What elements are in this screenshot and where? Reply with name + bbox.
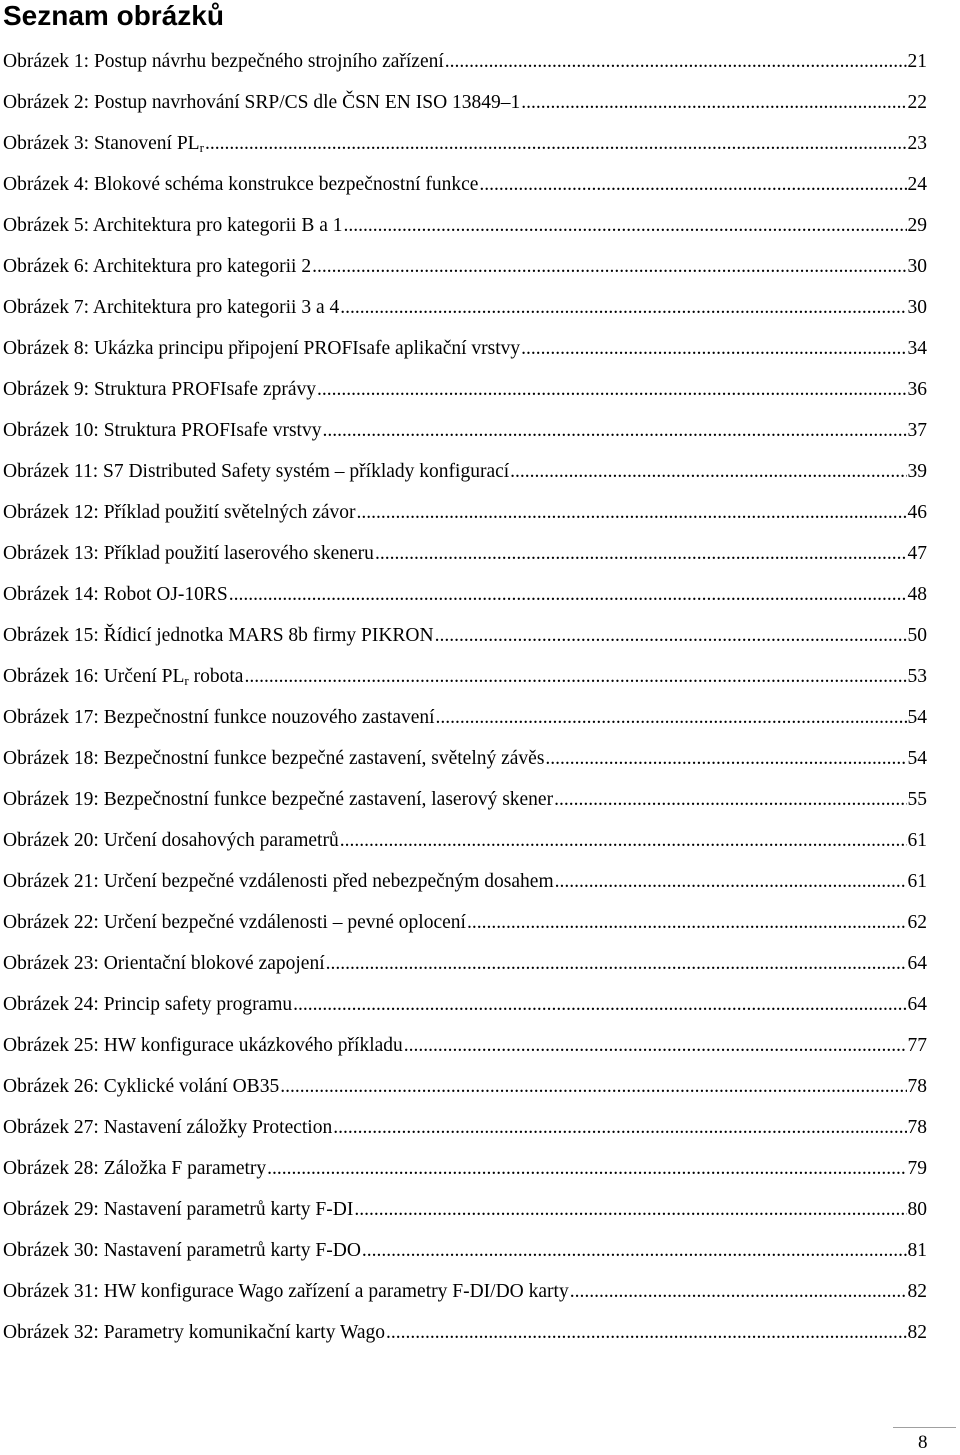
- toc-entry-page: 39: [907, 461, 927, 482]
- dot-leader: [244, 656, 906, 697]
- toc-entry-page: 55: [907, 789, 927, 810]
- toc-entry[interactable]: [3, 123, 927, 164]
- dot-leader: [554, 779, 906, 820]
- toc-entry-label: Obrázek 10: Struktura PROFIsafe vrstvy: [3, 420, 322, 441]
- dot-leader: [354, 1189, 906, 1230]
- toc-entry[interactable]: [3, 902, 927, 943]
- toc-entry-page: 22: [907, 92, 927, 113]
- dot-leader: [326, 943, 907, 984]
- toc-entry-page: 37: [907, 420, 927, 441]
- dot-leader: [375, 533, 907, 574]
- toc-entry[interactable]: [3, 246, 927, 287]
- page-title: Seznam obrázků: [3, 0, 224, 31]
- dot-leader: [229, 574, 907, 615]
- toc-entry[interactable]: [3, 41, 927, 82]
- toc-entry-page: 82: [907, 1322, 927, 1343]
- toc-entry-page: 36: [907, 379, 927, 400]
- list-of-figures: [3, 41, 927, 1353]
- subscript: r: [199, 140, 204, 155]
- toc-entry-page: 62: [907, 912, 927, 933]
- toc-entry-page: 79: [907, 1158, 927, 1179]
- dot-leader: [510, 451, 906, 492]
- toc-entry-label: Obrázek 27: Nastavení záložky Protection: [3, 1117, 333, 1138]
- toc-entry-page: 82: [907, 1281, 927, 1302]
- dot-leader: [280, 1066, 906, 1107]
- toc-entry-label: Obrázek 12: Příklad použití světelných závor: [3, 502, 356, 523]
- toc-entry[interactable]: [3, 615, 927, 656]
- toc-entry-label: Obrázek 1: Postup návrhu bezpečného strojního zařízení: [3, 51, 444, 72]
- page-number: 8: [918, 1432, 928, 1453]
- toc-entry[interactable]: [3, 656, 927, 697]
- dot-leader: [344, 205, 907, 246]
- toc-entry-label: Obrázek 26: Cyklické volání OB35: [3, 1076, 280, 1097]
- toc-entry[interactable]: [3, 738, 927, 779]
- toc-entry-label: Obrázek 20: Určení dosahových parametrů: [3, 830, 339, 851]
- toc-entry[interactable]: [3, 369, 927, 410]
- dot-leader: [386, 1312, 907, 1353]
- toc-entry[interactable]: [3, 1107, 927, 1148]
- toc-entry-page: 53: [907, 666, 927, 687]
- toc-entry-label: Obrázek 24: Princip safety programu: [3, 994, 293, 1015]
- toc-entry-page: 47: [907, 543, 927, 564]
- dot-leader: [521, 328, 906, 369]
- toc-entry[interactable]: [3, 820, 927, 861]
- dot-leader: [267, 1148, 906, 1189]
- toc-entry-label: Obrázek 30: Nastavení parametrů karty F-DO: [3, 1240, 361, 1261]
- toc-entry-label: Obrázek 8: Ukázka principu připojení PROFIsafe aplikační vrstvy: [3, 338, 521, 359]
- toc-entry-label: Obrázek 13: Příklad použití laserového skeneru: [3, 543, 374, 564]
- dot-leader: [467, 902, 907, 943]
- subscript: r: [184, 673, 189, 688]
- toc-entry[interactable]: [3, 164, 927, 205]
- toc-entry-page: 34: [907, 338, 927, 359]
- toc-entry-label: Obrázek 21: Určení bezpečné vzdálenosti před nebezpečným dosahem: [3, 871, 554, 892]
- toc-entry-label: Obrázek 17: Bezpečnostní funkce nouzového zastavení: [3, 707, 435, 728]
- toc-entry[interactable]: [3, 1189, 927, 1230]
- toc-entry-page: 64: [907, 994, 927, 1015]
- toc-entry-label: Obrázek 7: Architektura pro kategorii 3 a 4: [3, 297, 340, 318]
- toc-entry-label: Obrázek 14: Robot OJ-10RS: [3, 584, 228, 605]
- dot-leader: [357, 492, 907, 533]
- toc-entry[interactable]: [3, 861, 927, 902]
- toc-entry-page: 54: [907, 748, 927, 769]
- toc-entry[interactable]: [3, 328, 927, 369]
- dot-leader: [312, 246, 906, 287]
- toc-entry-label: Obrázek 15: Řídicí jednotka MARS 8b firmy PIKRON: [3, 625, 434, 646]
- toc-entry[interactable]: [3, 1230, 927, 1271]
- dot-leader: [340, 287, 906, 328]
- toc-entry[interactable]: [3, 1066, 927, 1107]
- toc-entry[interactable]: [3, 205, 927, 246]
- toc-entry-label: Obrázek 22: Určení bezpečné vzdálenosti – pevné oplocení: [3, 912, 466, 933]
- footer-divider: [893, 1427, 956, 1428]
- dot-leader: [404, 1025, 907, 1066]
- dot-leader: [293, 984, 906, 1025]
- toc-entry-page: 21: [907, 51, 927, 72]
- toc-entry-page: 78: [907, 1117, 927, 1138]
- toc-entry-page: 77: [907, 1035, 927, 1056]
- toc-entry-page: 78: [907, 1076, 927, 1097]
- dot-leader: [521, 82, 906, 123]
- toc-entry-page: 48: [907, 584, 927, 605]
- toc-entry[interactable]: [3, 779, 927, 820]
- toc-entry-label: Obrázek 9: Struktura PROFIsafe zprávy: [3, 379, 316, 400]
- dot-leader: [479, 164, 906, 205]
- dot-leader: [362, 1230, 907, 1271]
- toc-entry-label: Obrázek 28: Záložka F parametry: [3, 1158, 267, 1179]
- toc-entry-label: Obrázek 11: S7 Distributed Safety systém – příklady konfigurací: [3, 461, 510, 482]
- toc-entry-page: 80: [907, 1199, 927, 1220]
- dot-leader: [445, 41, 907, 82]
- toc-entry-label: Obrázek 32: Parametry komunikační karty Wago: [3, 1322, 385, 1343]
- toc-entry-label: Obrázek 29: Nastavení parametrů karty F-DI: [3, 1199, 354, 1220]
- toc-entry-label: Obrázek 23: Orientační blokové zapojení: [3, 953, 325, 974]
- toc-entry-page: 30: [907, 256, 927, 277]
- toc-entry[interactable]: [3, 943, 927, 984]
- dot-leader: [205, 123, 907, 164]
- dot-leader: [570, 1271, 907, 1312]
- toc-entry-page: 50: [907, 625, 927, 646]
- toc-entry[interactable]: [3, 533, 927, 574]
- toc-entry[interactable]: [3, 82, 927, 123]
- toc-entry-label: Obrázek 16: Určení $PL_r$ robota: [3, 666, 244, 688]
- toc-entry-page: 29: [907, 215, 927, 236]
- dot-leader: [435, 615, 907, 656]
- toc-entry-label: Obrázek 19: Bezpečnostní funkce bezpečné zastavení, laserový skener: [3, 789, 554, 810]
- dot-leader: [340, 820, 907, 861]
- toc-entry-label: Obrázek 2: Postup navrhování SRP/CS dle ČSN EN ISO 13849–1: [3, 92, 521, 113]
- toc-entry-label: Obrázek 25: HW konfigurace ukázkového příkladu: [3, 1035, 403, 1056]
- toc-entry-page: 81: [907, 1240, 927, 1261]
- dot-leader: [436, 697, 907, 738]
- toc-entry-label: Obrázek 31: HW konfigurace Wago zařízení a parametry F-DI/DO karty: [3, 1281, 569, 1302]
- toc-entry[interactable]: [3, 287, 927, 328]
- toc-entry[interactable]: [3, 1312, 927, 1353]
- toc-entry-page: 61: [907, 830, 927, 851]
- toc-entry[interactable]: [3, 451, 927, 492]
- toc-entry-label: Obrázek 4: Blokové schéma konstrukce bezpečnostní funkce: [3, 174, 479, 195]
- toc-entry-page: 24: [907, 174, 927, 195]
- toc-entry[interactable]: [3, 1025, 927, 1066]
- toc-entry[interactable]: [3, 574, 927, 615]
- toc-entry-page: 23: [907, 133, 927, 154]
- toc-entry-label: Obrázek 6: Architektura pro kategorii 2: [3, 256, 312, 277]
- toc-entry-label: Obrázek 18: Bezpečnostní funkce bezpečné zastavení, světelný závěs: [3, 748, 545, 769]
- dot-leader: [333, 1107, 906, 1148]
- toc-entry-page: 64: [907, 953, 927, 974]
- toc-entry[interactable]: [3, 697, 927, 738]
- toc-entry-page: 54: [907, 707, 927, 728]
- toc-entry-page: 30: [907, 297, 927, 318]
- toc-entry[interactable]: [3, 1148, 927, 1189]
- toc-entry-page: 61: [907, 871, 927, 892]
- toc-entry[interactable]: [3, 984, 927, 1025]
- toc-entry-label: Obrázek 5: Architektura pro kategorii B a 1: [3, 215, 343, 236]
- dot-leader: [555, 861, 907, 902]
- dot-leader: [317, 369, 907, 410]
- toc-entry[interactable]: [3, 1271, 927, 1312]
- dot-leader: [545, 738, 906, 779]
- toc-entry[interactable]: [3, 410, 927, 451]
- toc-entry[interactable]: [3, 492, 927, 533]
- toc-entry-page: 46: [907, 502, 927, 523]
- toc-entry-label: Obrázek 3: Stanovení $PL_r$: [3, 133, 204, 155]
- dot-leader: [322, 410, 906, 451]
